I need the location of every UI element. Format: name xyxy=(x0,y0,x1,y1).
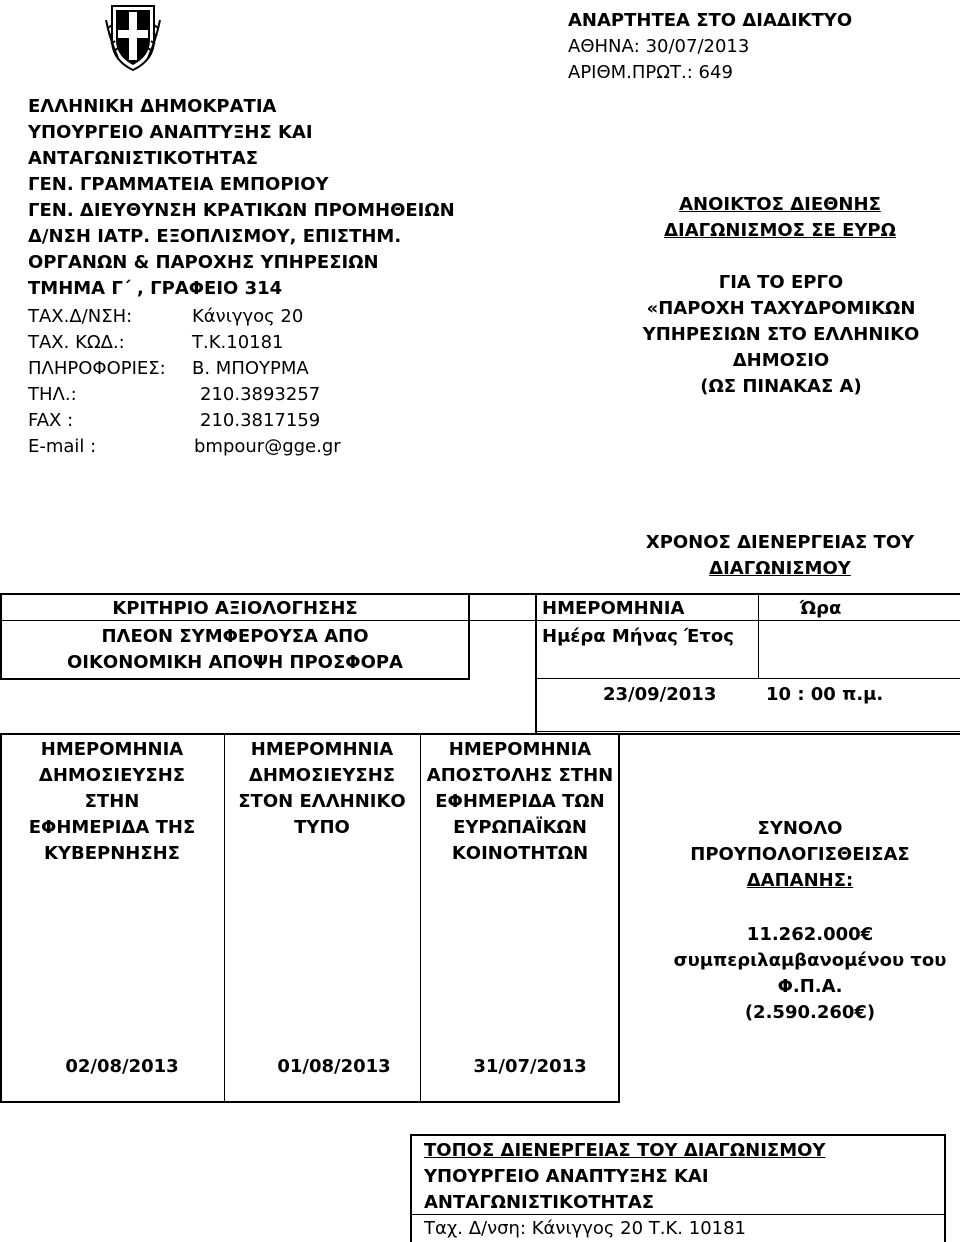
issuer-line: ΟΡΓΑΝΩΝ & ΠΑΡΟΧΗΣ ΥΠΗΡΕΣΙΩΝ xyxy=(28,252,379,273)
table-border xyxy=(410,1134,412,1242)
schedule-heading xyxy=(600,530,960,582)
budget-value-line: συμπεριλαμβανομένου του xyxy=(673,950,947,971)
issuer-line: ΑΝΤΑΓΩΝΙΣΤΙΚΟΤΗΤΑΣ xyxy=(28,148,259,169)
date-format: Ημέρα Μήνας Έτος xyxy=(542,626,734,647)
date-header: ΗΜΕΡΟΜΗΝΙΑ xyxy=(542,598,685,619)
project-block xyxy=(586,270,960,400)
schedule-heading-line: ΔΙΑΓΩΝΙΣΜΟΥ xyxy=(709,558,851,579)
criterion-value-line: ΠΛΕΟΝ ΣΥΜΦΕΡΟΥΣΑ ΑΠΟ xyxy=(101,626,369,647)
publication-label-line: ΚΥΒΕΡΝΗΣΗΣ xyxy=(44,843,180,864)
document-date: ΑΘΗΝΑ: 30/07/2013 xyxy=(568,36,750,57)
publication-label-line: ΔΗΜΟΣΙΕΥΣΗΣ xyxy=(38,765,186,786)
table-border xyxy=(944,1134,946,1242)
criterion-value-line: ΟΙΚΟΝΟΜΙΚΗ ΑΠΟΨΗ ΠΡΟΣΦΟΡΑ xyxy=(66,652,403,673)
table-border xyxy=(535,593,537,733)
table-border xyxy=(0,1101,620,1103)
project-line: ΔΗΜΟΣΙΟ xyxy=(732,350,830,371)
contact-value: Β. ΜΠΟΥΡΜΑ xyxy=(192,358,309,379)
budget-value-line: Φ.Π.Α. xyxy=(777,976,843,997)
publication-label-line: ΑΠΟΣΤΟΛΗΣ ΣΤΗΝ xyxy=(426,765,614,786)
contact-value: 210.3817159 xyxy=(200,410,321,431)
contact-row xyxy=(28,330,448,356)
issuer-line: ΥΠΟΥΡΓΕΙΟ ΑΝΑΠΤΥΞΗΣ ΚΑΙ xyxy=(28,122,313,143)
publication-date: 02/08/2013 xyxy=(65,1056,179,1077)
table-border xyxy=(410,1134,946,1136)
contact-label: E-mail : xyxy=(28,436,97,457)
posting-notice: ΑΝΑΡΤΗΤΕΑ ΣΤΟ ΔΙΑΔΙΚΤΥΟ xyxy=(568,10,853,31)
venue-line: ΑΝΤΑΓΩΝΙΣΤΙΚΟΤΗΤΑΣ xyxy=(424,1192,655,1213)
venue-title: ΤΟΠΟΣ ΔΙΕΝΕΡΓΕΙΑΣ ΤΟΥ ΔΙΑΓΩΝΙΣΜΟΥ xyxy=(424,1140,826,1161)
budget-value-line: (2.590.260€) xyxy=(744,1002,876,1023)
issuer-line: ΓΕΝ. ΓΡΑΜΜΑΤΕΙΑ ΕΜΠΟΡΙΟΥ xyxy=(28,174,329,195)
publication-label-line: ΤΥΠΟ xyxy=(294,817,350,838)
budget-label-line: ΔΑΠΑΝΗΣ: xyxy=(746,870,854,891)
table-border xyxy=(0,593,960,595)
tender-time: 10 : 00 π.μ. xyxy=(766,684,884,705)
project-line: ΥΠΗΡΕΣΙΩΝ ΣΤΟ ΕΛΛΗΝΙΚΟ xyxy=(642,324,920,345)
publication-column xyxy=(420,737,620,867)
coat-of-arms-icon xyxy=(104,0,162,72)
publication-date: 31/07/2013 xyxy=(473,1056,587,1077)
publication-label-line: ΕΥΡΩΠΑΪΚΩΝ xyxy=(453,817,587,838)
contact-label: ΠΛΗΡΟΦΟΡΙΕΣ: xyxy=(28,358,166,379)
posting-block xyxy=(568,8,948,86)
project-line: (ΩΣ ΠΙΝΑΚΑΣ Α) xyxy=(700,376,862,397)
table-border xyxy=(758,593,759,679)
publication-label-line: ΚΟΙΝΟΤΗΤΩΝ xyxy=(451,843,589,864)
contact-row xyxy=(28,304,448,330)
tender-title-line: ΔΙΑΓΩΝΙΣΜΟΣ ΣΕ ΕΥΡΩ xyxy=(664,220,896,241)
contact-label: ΤΗΛ.: xyxy=(28,384,77,405)
criterion-value xyxy=(0,624,470,676)
budget-value xyxy=(660,922,960,1026)
tender-title-block xyxy=(590,192,960,244)
issuer-line: Δ/ΝΣΗ ΙΑΤΡ. ΕΞΟΠΛΙΣΜΟΥ, ΕΠΙΣΤΗΜ. xyxy=(28,226,402,247)
tender-title-line: ΑΝΟΙΚΤΟΣ ΔΙΕΘΝΗΣ xyxy=(679,194,881,215)
publication-column xyxy=(0,737,224,867)
table-border xyxy=(536,678,960,679)
schedule-heading-line: ΧΡΟΝΟΣ ΔΙΕΝΕΡΓΕΙΑΣ ΤΟΥ xyxy=(645,532,915,553)
tender-date: 23/09/2013 xyxy=(603,684,717,705)
issuer-line: ΤΜΗΜΑ Γ΄ , ΓΡΑΦΕΙΟ 314 xyxy=(28,278,283,299)
venue-line: ΥΠΟΥΡΓΕΙΟ ΑΝΑΠΤΥΞΗΣ ΚΑΙ xyxy=(424,1166,709,1187)
time-header: Ώρα xyxy=(800,598,842,619)
contact-label: ΤΑΧ.Δ/ΝΣΗ: xyxy=(28,306,133,327)
contact-block xyxy=(28,304,448,460)
contact-value: Τ.Κ.10181 xyxy=(192,332,284,353)
publication-label-line: ΣΤΟΝ ΕΛΛΗΝΙΚΟ xyxy=(238,791,406,812)
publication-label-line: ΣΤΗΝ xyxy=(84,791,140,812)
contact-value: 210.3893257 xyxy=(200,384,321,405)
table-border xyxy=(536,731,960,732)
venue-address: Ταχ. Δ/νση: Κάνιγγος 20 Τ.Κ. 10181 xyxy=(424,1218,747,1239)
contact-label: ΤΑΧ. ΚΩΔ.: xyxy=(28,332,125,353)
venue-block xyxy=(424,1138,942,1216)
publication-label-line: ΗΜΕΡΟΜΗΝΙΑ xyxy=(448,739,592,760)
project-line: ΓΙΑ ΤΟ ΕΡΓΟ xyxy=(718,272,844,293)
publication-label-line: ΗΜΕΡΟΜΗΝΙΑ xyxy=(250,739,394,760)
budget-label-line: ΠΡΟΥΠΟΛΟΓΙΣΘΕΙΣΑΣ xyxy=(690,844,910,865)
publication-label-line: ΕΦΗΜΕΡΙΔΑ ΤΗΣ xyxy=(28,817,196,838)
criterion-label: ΚΡΙΤΗΡΙΟ ΑΞΙΟΛΟΓΗΣΗΣ xyxy=(112,598,358,619)
contact-row xyxy=(28,434,448,460)
contact-row xyxy=(28,382,448,408)
publication-label-line: ΔΗΜΟΣΙΕΥΣΗΣ xyxy=(248,765,396,786)
contact-label: FAX : xyxy=(28,410,74,431)
issuer-line: ΓΕΝ. ΔΙΕΥΘΥΝΣΗ ΚΡΑΤΙΚΩΝ ΠΡΟΜΗΘΕΙΩΝ xyxy=(28,200,455,221)
budget-label-line: ΣΥΝΟΛΟ xyxy=(757,818,843,839)
protocol-number: ΑΡΙΘΜ.ΠΡΩΤ.: 649 xyxy=(568,62,733,83)
table-border xyxy=(0,678,470,680)
publication-column xyxy=(224,737,420,841)
issuer-block xyxy=(28,94,548,302)
publication-label-line: ΗΜΕΡΟΜΗΝΙΑ xyxy=(40,739,184,760)
budget-label xyxy=(650,816,950,894)
publication-label-line: ΕΦΗΜΕΡΙΔΑ ΤΩΝ xyxy=(435,791,605,812)
contact-value: Κάνιγγος 20 xyxy=(192,306,304,327)
contact-row xyxy=(28,408,448,434)
project-line: «ΠΑΡΟΧΗ ΤΑΧΥΔΡΟΜΙΚΩΝ xyxy=(646,298,916,319)
budget-value-line: 11.262.000€ xyxy=(746,924,874,945)
table-border xyxy=(0,733,960,735)
email-link[interactable]: bmpour@gge.gr xyxy=(194,436,341,457)
contact-row xyxy=(28,356,448,382)
issuer-line: ΕΛΛΗΝΙΚΗ ΔΗΜΟΚΡΑΤΙΑ xyxy=(28,96,277,117)
publication-date: 01/08/2013 xyxy=(277,1056,391,1077)
